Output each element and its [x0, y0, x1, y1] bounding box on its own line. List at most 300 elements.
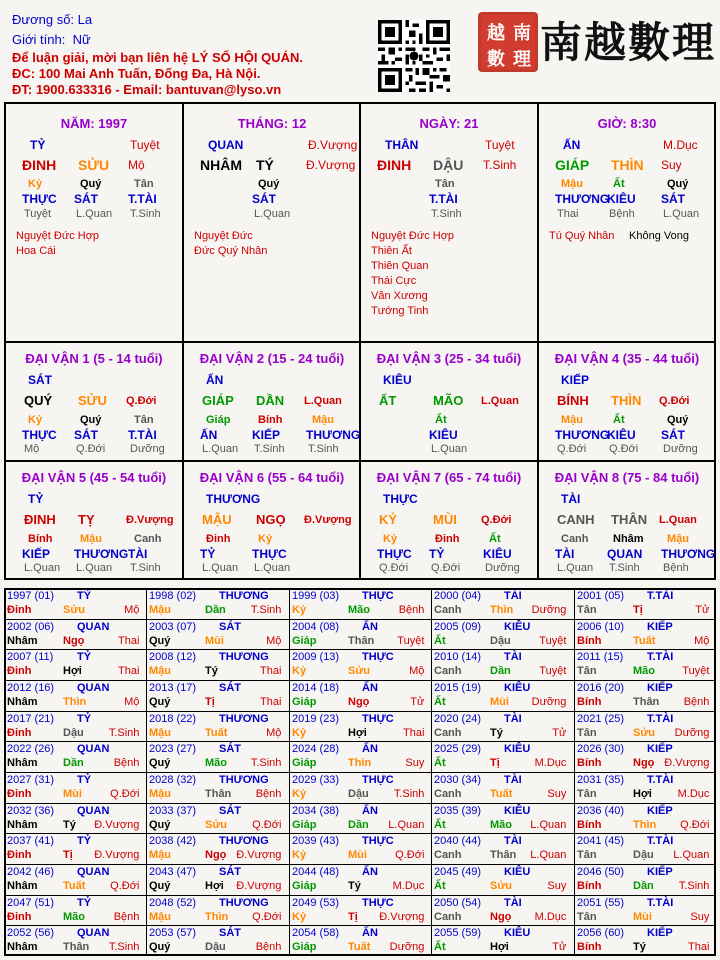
year-branch: Tị: [490, 757, 500, 769]
year-god: TỶ: [77, 774, 92, 786]
year-branch: Sửu: [633, 727, 656, 739]
seal-char: 南: [513, 23, 531, 44]
pillar-3: [361, 104, 537, 340]
year-god: T.TÀI: [647, 897, 674, 909]
luck-hidden-stem: Mậu: [667, 533, 689, 545]
year-cell: [149, 682, 285, 710]
luck-state: Q.Đới: [126, 395, 157, 407]
year-god: ẤN: [362, 805, 378, 817]
year-stem: Kỷ: [292, 604, 307, 616]
year-cell: [7, 866, 143, 894]
year-god: ẤN: [362, 682, 378, 694]
year-god: KIÊU: [504, 805, 531, 817]
earthly-branch: THÌN: [611, 157, 644, 173]
luck-title: ĐẠI VẬN 7 (65 - 74 tuổi): [376, 470, 522, 485]
year-god: KIÊU: [504, 682, 531, 694]
year-state: Mộ: [266, 635, 282, 647]
year-label: 2001 (05): [577, 590, 625, 602]
luck-branch: MÙI: [433, 512, 457, 527]
year-cell: [149, 713, 285, 741]
year-cell: [577, 621, 713, 649]
year-stem: Tân: [577, 604, 597, 616]
luck-branch: MÃO: [433, 393, 464, 408]
year-god: ẤN: [362, 866, 378, 878]
year-stem: Ất: [434, 819, 446, 831]
year-cell: [434, 927, 570, 955]
luck-hidden-god: TỶ: [429, 547, 445, 561]
year-branch: Thân: [205, 788, 232, 800]
luck-pillar-4: [539, 343, 715, 459]
seal-char: 越: [487, 23, 505, 44]
luck-pillar-5: [6, 462, 182, 578]
luck-god: ẤN: [206, 373, 224, 387]
luck-stem: BÍNH: [557, 393, 589, 408]
year-stem: Đinh: [7, 788, 32, 800]
stem-state: Tuyệt: [130, 138, 160, 152]
heavenly-stem: ĐINH: [377, 157, 412, 173]
pillar-title: NĂM: 1997: [60, 116, 128, 131]
year-stem: Mậu: [149, 604, 171, 616]
year-stem: Kỷ: [292, 788, 307, 800]
year-branch: Sửu: [63, 604, 86, 616]
luck-title: ĐẠI VẬN 3 (25 - 34 tuổi): [376, 351, 522, 366]
year-branch: Ngọ: [63, 635, 85, 647]
luck-hidden-state: L.Quan: [254, 562, 291, 574]
year-cell: [7, 682, 143, 710]
year-stem: Giáp: [292, 819, 317, 831]
year-label: 2038 (42): [149, 835, 197, 847]
year-label: 2025 (29): [434, 743, 482, 755]
year-cell: [292, 774, 428, 802]
luck-hidden-stem: Bính: [28, 533, 53, 545]
year-label: 2055 (59): [434, 927, 482, 939]
hidden-stem: Quý: [667, 178, 689, 190]
year-stem: Giáp: [292, 696, 317, 708]
hidden-stem: Ất: [613, 178, 625, 190]
luck-god: TỶ: [28, 492, 44, 506]
year-state: T.Sinh: [678, 880, 710, 892]
year-stem: Ất: [434, 941, 446, 953]
year-label: 2018 (22): [149, 713, 197, 725]
year-label: 2004 (08): [292, 621, 340, 633]
year-state: Suy: [690, 911, 710, 923]
year-branch: Dần: [205, 604, 226, 616]
year-state: Q.Đới: [252, 819, 282, 831]
year-stem: Quý: [149, 635, 171, 647]
year-label: 2010 (14): [434, 651, 482, 663]
luck-hidden-god: KIÊU: [429, 428, 458, 442]
luck-hidden-god: THƯƠNG: [555, 428, 610, 442]
year-branch: Thìn: [633, 819, 657, 831]
luck-hidden-stem: Giáp: [206, 414, 231, 426]
year-label: 2030 (34): [434, 774, 482, 786]
year-branch: Mão: [348, 604, 370, 616]
year-stem: Bính: [577, 696, 602, 708]
luck-god: THỰC: [383, 492, 418, 506]
year-god: KIÊU: [504, 866, 531, 878]
year-branch: Dậu: [633, 849, 654, 861]
branch-state: T.Sinh: [483, 158, 517, 172]
year-branch: Dần: [348, 819, 369, 831]
luck-hidden-god: THƯƠNG: [74, 547, 129, 561]
stem-god: QUAN: [208, 138, 244, 152]
year-stem: Tân: [577, 849, 597, 861]
year-label: 2024 (28): [292, 743, 340, 755]
year-label: 2028 (32): [149, 774, 197, 786]
year-cell: [577, 835, 713, 863]
year-cell: [577, 682, 713, 710]
brand-logo: 南越數理: [540, 18, 717, 67]
year-label: 1997 (01): [7, 590, 55, 602]
year-cell: [577, 774, 713, 802]
year-state: T.Sinh: [393, 788, 425, 800]
year-cell: [292, 713, 428, 741]
year-stem: Canh: [434, 727, 462, 739]
year-god: QUAN: [77, 805, 110, 817]
luck-hidden-god: QUAN: [607, 547, 643, 561]
year-label: 2008 (12): [149, 651, 197, 663]
year-cell: [577, 805, 713, 833]
star-label: Hoa Cái: [16, 245, 56, 257]
year-stem: Đinh: [7, 849, 32, 861]
hidden-state: Thai: [557, 208, 579, 220]
year-label: 1998 (02): [149, 590, 197, 602]
hidden-state: L.Quan: [663, 208, 700, 220]
year-stem: Kỷ: [292, 727, 307, 739]
year-stem: Giáp: [292, 757, 317, 769]
year-stem: Kỷ: [292, 849, 307, 861]
gender-value: Nữ: [72, 32, 91, 47]
luck-stem: ẤT: [379, 393, 397, 408]
luck-state: L.Quan: [659, 514, 697, 526]
luck-state: Đ.Vượng: [304, 514, 352, 526]
year-branch: Dậu: [348, 788, 369, 800]
luck-god: THƯƠNG: [206, 492, 261, 506]
year-stem: Bính: [577, 819, 602, 831]
year-god: SÁT: [219, 927, 241, 939]
year-state: Dưỡng: [531, 604, 567, 616]
year-god: T.TÀI: [647, 651, 674, 663]
year-state: Suy: [547, 880, 567, 892]
year-stem: Giáp: [292, 941, 317, 953]
year-state: Q.Đới: [110, 788, 140, 800]
year-branch: Dậu: [490, 635, 511, 647]
year-god: THƯƠNG: [219, 590, 269, 602]
luck-hidden-stem: Mậu: [80, 533, 102, 545]
star-label: Thiên Ất: [371, 245, 412, 257]
year-state: Mộ: [409, 665, 425, 677]
year-state: Bệnh: [113, 911, 140, 923]
star-label: Nguyệt Đức Hợp: [16, 230, 100, 242]
year-stem: Bính: [577, 757, 602, 769]
year-cell: [292, 651, 428, 679]
subject-name: Đương số: La: [12, 12, 93, 27]
year-branch: Dậu: [205, 941, 226, 953]
year-label: 2003 (07): [149, 621, 197, 633]
year-label: 1999 (03): [292, 590, 340, 602]
year-cell: [7, 835, 143, 863]
year-stem: Mậu: [149, 849, 171, 861]
year-cell: [434, 682, 570, 710]
year-label: 2027 (31): [7, 774, 55, 786]
year-god: TỶ: [77, 713, 92, 725]
luck-hidden-god: TÀI: [128, 547, 148, 561]
year-cell: [292, 805, 428, 833]
luck-hidden-god: THỰC: [377, 547, 412, 561]
luck-hidden-stem: Canh: [561, 533, 589, 545]
year-state: Thai: [117, 635, 140, 647]
year-label: 2047 (51): [7, 897, 55, 909]
year-state: Thai: [259, 665, 282, 677]
year-god: QUAN: [77, 743, 110, 755]
luck-hidden-god: KIÊU: [483, 547, 512, 561]
year-god: KIẾP: [647, 621, 673, 633]
year-branch: Mùi: [490, 696, 509, 708]
hidden-stem: Kỷ: [28, 178, 43, 190]
luck-stem: MẬU: [202, 512, 232, 527]
hidden-stem: Tân: [134, 178, 154, 190]
year-state: L.Quan: [673, 849, 710, 861]
star-label: Nguyệt Đức: [194, 230, 253, 242]
year-branch: Tuất: [205, 727, 228, 739]
year-god: QUAN: [77, 866, 110, 878]
year-stem: Canh: [434, 665, 462, 677]
luck-pillar-1: [6, 343, 182, 459]
year-branch: Hợi: [633, 788, 652, 800]
year-stem: Quý: [149, 941, 171, 953]
year-state: T.Sinh: [108, 727, 140, 739]
hidden-god: THƯƠNG: [555, 192, 610, 206]
year-state: Thai: [402, 727, 425, 739]
year-state: Tử: [552, 727, 567, 739]
year-cell: [577, 713, 713, 741]
year-state: Thai: [117, 665, 140, 677]
year-god: SÁT: [219, 866, 241, 878]
hidden-stem: Tân: [435, 178, 455, 190]
luck-pillar-6: [184, 462, 360, 578]
year-god: KIẾP: [647, 927, 673, 939]
year-stem: Ất: [434, 635, 446, 647]
year-label: 2053 (57): [149, 927, 197, 939]
year-branch: Tuất: [348, 941, 371, 953]
year-state: Tuyệt: [539, 635, 567, 647]
hidden-state: Tuyệt: [24, 208, 52, 220]
luck-hidden-stem: Kỷ: [258, 533, 273, 545]
year-god: QUAN: [77, 682, 110, 694]
year-branch: Tý: [63, 819, 76, 831]
luck-title: ĐẠI VẬN 5 (45 - 54 tuổi): [21, 470, 167, 485]
year-state: Mộ: [694, 635, 710, 647]
year-cell: [7, 805, 143, 833]
qr-code-icon[interactable]: [378, 20, 450, 92]
luck-hidden-state: L.Quan: [202, 443, 239, 455]
year-state: L.Quan: [530, 849, 567, 861]
year-label: 2037 (41): [7, 835, 55, 847]
year-branch: Thìn: [490, 604, 514, 616]
year-god: KIẾP: [647, 805, 673, 817]
year-stem: Tân: [577, 911, 597, 923]
year-branch: Mão: [205, 757, 227, 769]
year-branch: Ngọ: [205, 849, 227, 861]
luck-hidden-god: THỰC: [22, 428, 57, 442]
luck-hidden-state: L.Quan: [76, 562, 113, 574]
hidden-state: T.Sinh: [130, 208, 161, 220]
year-cell: [7, 590, 143, 618]
year-branch: Dần: [633, 880, 654, 892]
stem-god: THÂN: [385, 138, 419, 152]
year-state: Q.Đới: [680, 819, 710, 831]
year-god: QUAN: [77, 621, 110, 633]
year-cell: [434, 835, 570, 863]
year-branch: Tý: [490, 727, 503, 739]
gender-line: [12, 32, 91, 48]
hidden-god: T.TÀI: [128, 192, 157, 206]
year-branch: Tị: [205, 696, 215, 708]
luck-branch: NGỌ: [256, 512, 286, 527]
star-label: Văn Xương: [371, 290, 428, 302]
year-state: T.Sinh: [250, 604, 282, 616]
luck-hidden-stem: Canh: [134, 533, 162, 545]
year-state: Thai: [687, 941, 710, 953]
year-cell: [292, 835, 428, 863]
year-stem: Nhâm: [7, 941, 38, 953]
year-cell: [149, 774, 285, 802]
year-god: ẤN: [362, 743, 378, 755]
luck-state: Q.Đới: [659, 395, 690, 407]
year-god: THỰC: [362, 835, 394, 847]
pillar-4: [539, 104, 715, 340]
seal-char: 數: [487, 49, 505, 70]
year-god: THỰC: [362, 590, 394, 602]
pillar-title: GIỜ: 8:30: [597, 116, 657, 131]
year-label: 2020 (24): [434, 713, 482, 725]
pillar-title: THÁNG: 12: [237, 116, 307, 131]
luck-hidden-stem: Đinh: [206, 533, 231, 545]
hidden-stem: Quý: [258, 178, 280, 190]
year-stem: Bính: [577, 941, 602, 953]
year-state: Mộ: [124, 604, 140, 616]
star-label: Nguyệt Đức Hợp: [371, 230, 455, 242]
year-branch: Hợi: [63, 665, 82, 677]
luck-pillar-3: [361, 343, 537, 459]
branch-state: Suy: [661, 158, 682, 172]
year-label: 2017 (21): [7, 713, 55, 725]
contact-address: ĐC: 100 Mai Anh Tuấn, Đống Đa, Hà Nội.: [12, 66, 261, 81]
year-stem: Canh: [434, 604, 462, 616]
year-god: TỶ: [77, 651, 92, 663]
year-state: Bệnh: [255, 788, 282, 800]
year-state: Bệnh: [113, 757, 140, 769]
year-label: 2026 (30): [577, 743, 625, 755]
year-god: TÀI: [504, 897, 522, 909]
year-state: Bệnh: [398, 604, 425, 616]
year-god: TÀI: [504, 774, 522, 786]
year-god: THỰC: [362, 713, 394, 725]
year-god: THƯƠNG: [219, 835, 269, 847]
luck-hidden-stem: Kỷ: [383, 533, 398, 545]
year-stem: Bính: [577, 635, 602, 647]
year-label: 2022 (26): [7, 743, 55, 755]
year-stem: Bính: [577, 880, 602, 892]
year-god: TỶ: [77, 835, 92, 847]
year-branch: Thìn: [348, 757, 372, 769]
year-cell: [149, 927, 285, 955]
year-cell: [577, 897, 713, 925]
year-branch: Tý: [348, 880, 361, 892]
year-god: KIẾP: [647, 682, 673, 694]
year-god: THƯƠNG: [219, 713, 269, 725]
pillar-title: NGÀY: 21: [419, 116, 479, 131]
luck-hidden-god: SÁT: [74, 428, 98, 442]
year-state: Đ.Vượng: [236, 880, 282, 892]
year-cell: [292, 590, 428, 618]
year-label: 2029 (33): [292, 774, 340, 786]
luck-hidden-god: THƯƠNG: [661, 547, 716, 561]
year-cell: [292, 743, 428, 771]
hidden-state: Bệnh: [609, 208, 635, 220]
year-cell: [7, 927, 143, 955]
year-god: TÀI: [504, 835, 522, 847]
year-branch: Ngọ: [490, 911, 512, 923]
luck-hidden-state: Q.Đới: [431, 562, 461, 574]
year-state: Đ.Vượng: [379, 911, 425, 923]
year-label: 2031 (35): [577, 774, 625, 786]
year-branch: Ngọ: [348, 696, 370, 708]
luck-hidden-state: Q.Đới: [557, 443, 587, 455]
year-stem: Mậu: [149, 665, 171, 677]
year-cell: [434, 743, 570, 771]
year-branch: Tý: [205, 665, 218, 677]
branch-state: Mộ: [128, 158, 145, 172]
luck-title: ĐẠI VẬN 4 (35 - 44 tuổi): [554, 351, 700, 366]
year-cell: [149, 651, 285, 679]
year-god: ẤN: [362, 927, 378, 939]
luck-hidden-stem: Nhâm: [613, 533, 644, 545]
hidden-god: SÁT: [252, 192, 276, 206]
year-god: T.TÀI: [647, 774, 674, 786]
year-stem: Ất: [434, 880, 446, 892]
year-cell: [434, 713, 570, 741]
year-label: 2021 (25): [577, 713, 625, 725]
star-label: Đức Quý Nhân: [194, 245, 268, 257]
luck-hidden-state: Q.Đới: [379, 562, 409, 574]
year-state: M.Dục: [677, 788, 710, 800]
year-state: Bệnh: [683, 696, 710, 708]
year-stem: Đinh: [7, 665, 32, 677]
year-cell: [292, 897, 428, 925]
year-label: 2000 (04): [434, 590, 482, 602]
year-branch: Dần: [63, 757, 84, 769]
year-label: 2036 (40): [577, 805, 625, 817]
year-stem: Tân: [577, 788, 597, 800]
earthly-branch: TÝ: [256, 157, 274, 173]
year-state: Tuyệt: [682, 665, 710, 677]
luck-hidden-state: T.Sinh: [609, 562, 640, 574]
year-branch: Mùi: [205, 635, 224, 647]
star-label: Thái Cực: [371, 275, 417, 287]
year-label: 2002 (06): [7, 621, 55, 633]
year-state: L.Quan: [388, 819, 425, 831]
year-label: 2006 (10): [577, 621, 625, 633]
year-label: 2035 (39): [434, 805, 482, 817]
year-cell: [434, 651, 570, 679]
hidden-god: THỰC: [22, 192, 57, 206]
year-branch: Hợi: [348, 727, 367, 739]
year-cell: [434, 866, 570, 894]
year-stem: Mậu: [149, 788, 171, 800]
year-branch: Tuất: [63, 880, 86, 892]
year-stem: Kỷ: [292, 665, 307, 677]
